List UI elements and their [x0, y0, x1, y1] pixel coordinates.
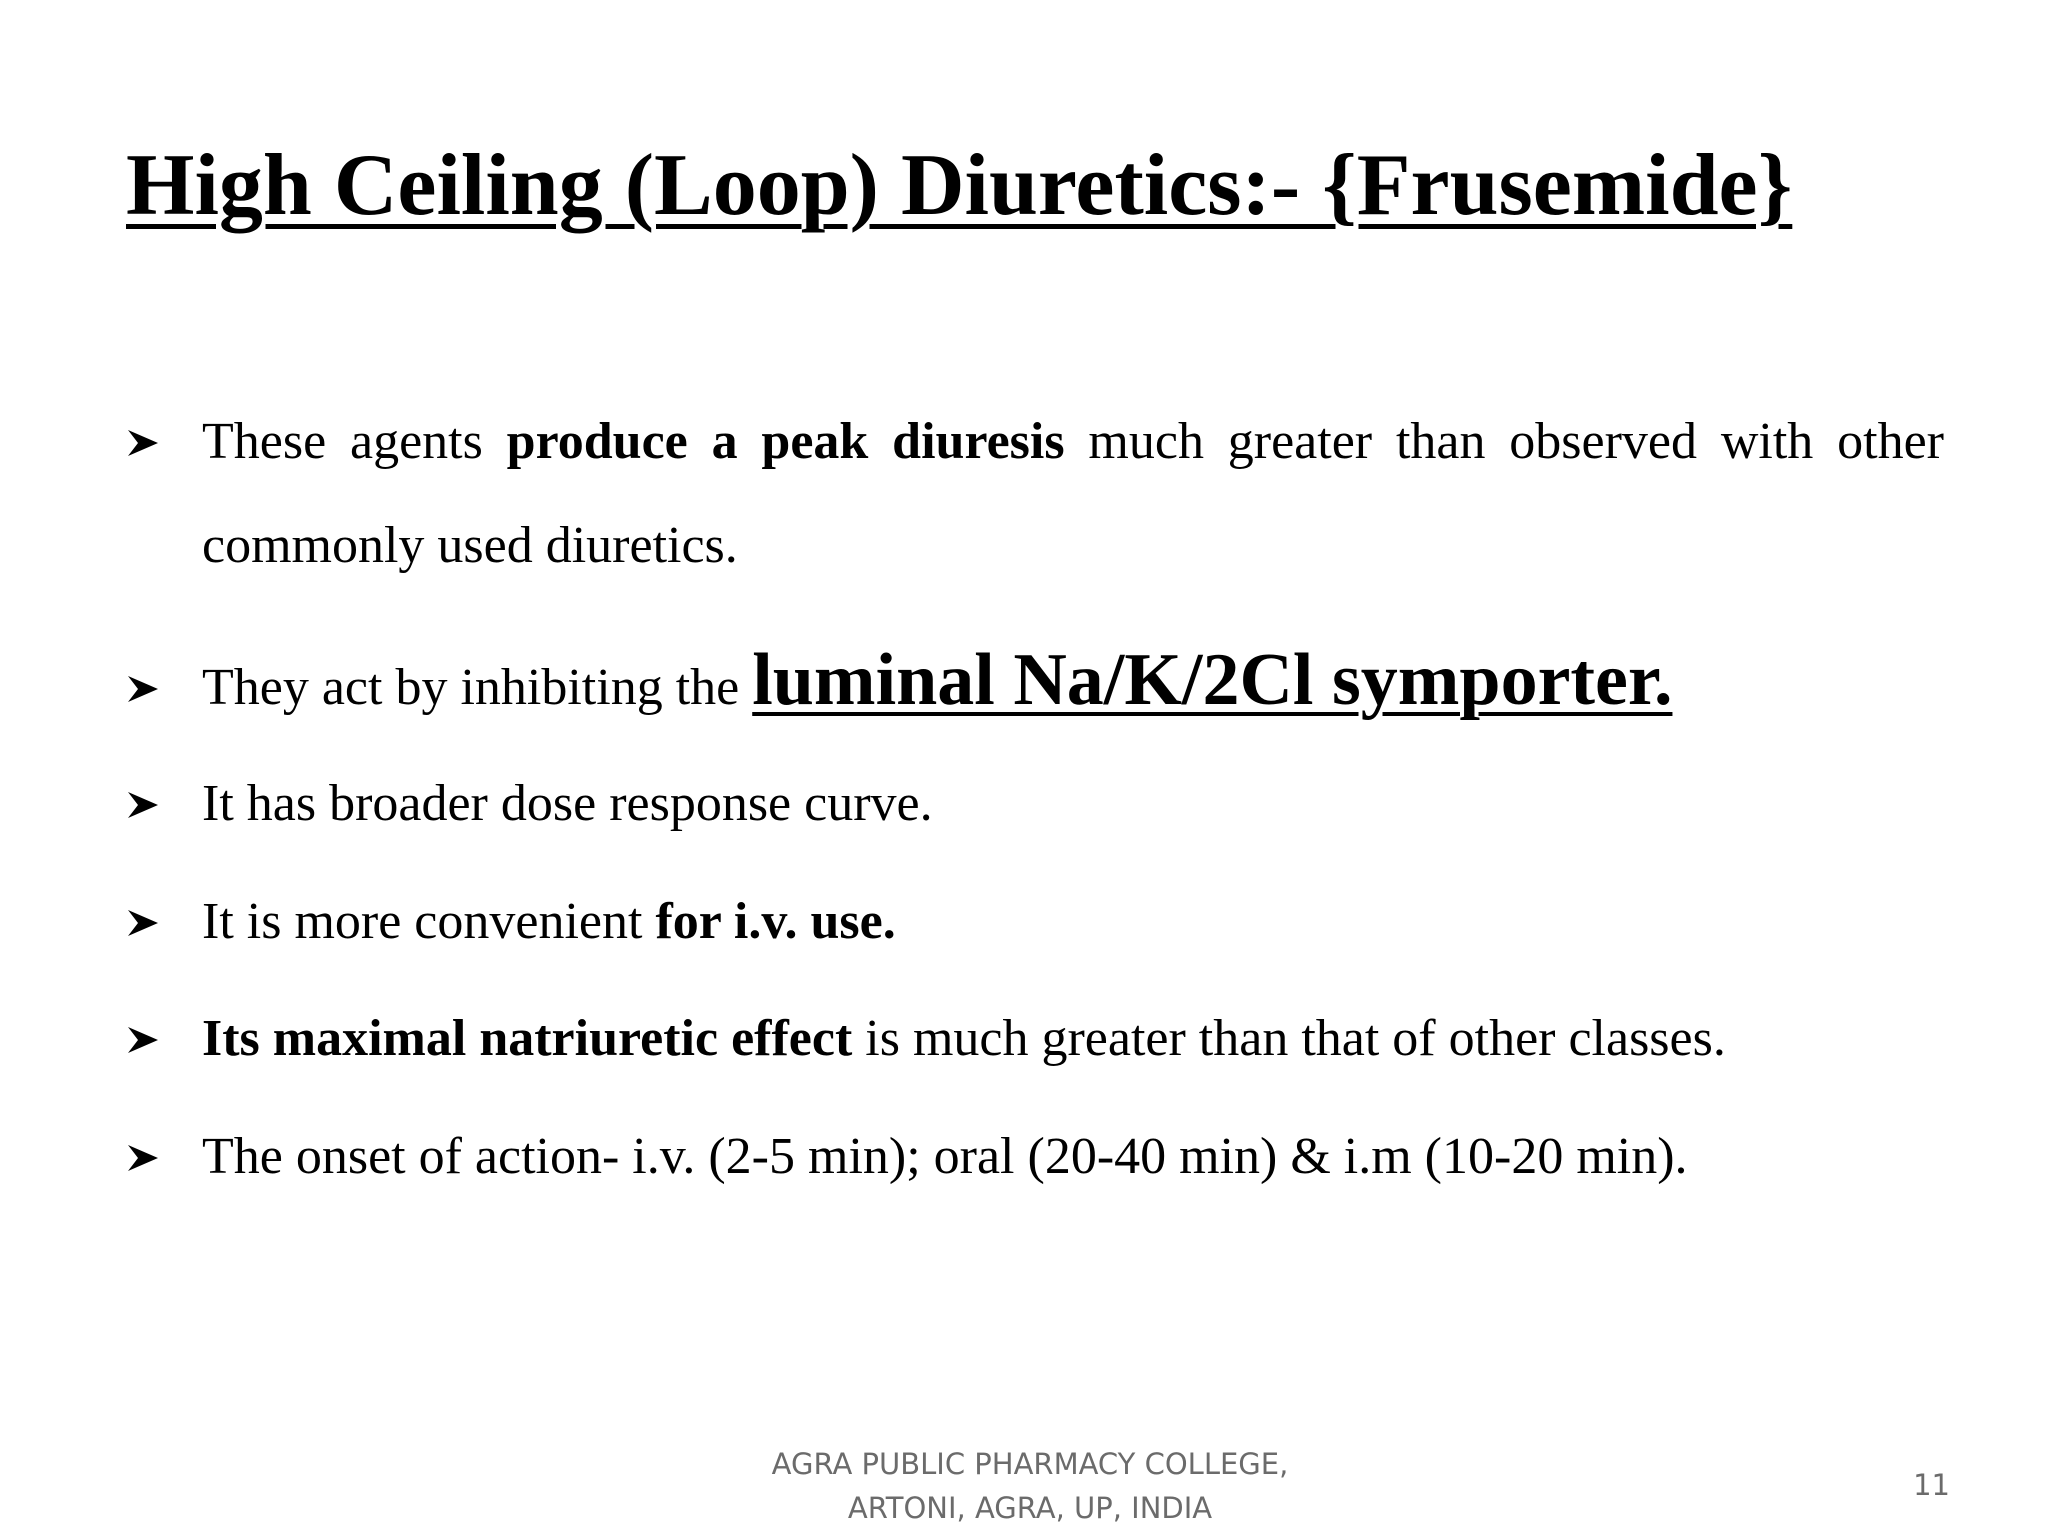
- bullet-item: [126, 1105, 1944, 1209]
- bullet-text-plain: It is more convenient: [202, 893, 656, 950]
- arrow-bullet-icon: [126, 1143, 202, 1173]
- bullet-item: [126, 628, 1944, 740]
- slide-title: High Ceiling (Loop) Diuretics:- {Frusemide}: [126, 137, 1793, 234]
- footer-line-1: AGRA PUBLIC PHARMACY COLLEGE,: [771, 1447, 1289, 1481]
- arrow-bullet-icon: [126, 790, 202, 820]
- bullet-item: [126, 390, 1944, 598]
- bullet-text-plain: These agents: [202, 413, 507, 470]
- arrow-bullet-icon: [126, 674, 202, 704]
- bullet-text-plain: much greater than observed with other commonly used diuretics.: [202, 413, 1944, 574]
- bullet-text: The onset of action- i.v. (2-5 min); oral (20-40 min) & i.m (10-20 min).: [202, 1128, 1688, 1185]
- arrow-bullet-icon: [126, 428, 202, 458]
- bullet-text-bold: for i.v. use.: [655, 893, 896, 950]
- arrow-bullet-icon: [126, 1025, 202, 1055]
- bullet-text-bold: produce a peak diuresis: [506, 413, 1065, 470]
- bullet-item: [126, 870, 1944, 974]
- bullet-text: [202, 987, 1944, 1091]
- footer: [700, 1442, 1360, 1530]
- bullet-text-bold: Its maximal natriuretic effect: [202, 1010, 853, 1067]
- bullet-text: [202, 870, 1944, 974]
- page-number: 11: [1913, 1468, 1950, 1502]
- bullet-text-plain: They act by inhibiting the: [202, 659, 753, 716]
- bullet-text: It has broader dose response curve.: [202, 775, 933, 832]
- footer-line-2: ARTONI, AGRA, UP, INDIA: [847, 1491, 1213, 1525]
- bullet-item: [126, 752, 1944, 856]
- bullet-text-plain: is much greater than that of other classes.: [852, 1010, 1726, 1067]
- bullet-text: [202, 628, 1944, 740]
- arrow-bullet-icon: [126, 908, 202, 938]
- bullet-text: [202, 390, 1944, 598]
- bullet-item: [126, 987, 1944, 1091]
- bullet-text-emphasis: luminal Na/K/2Cl symporter.: [752, 639, 1673, 721]
